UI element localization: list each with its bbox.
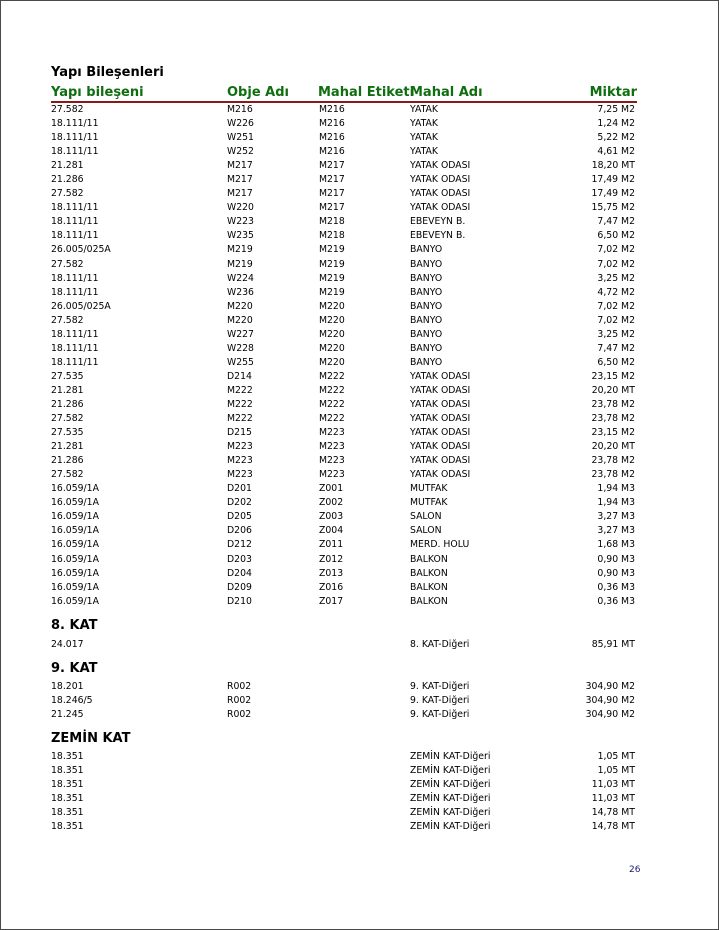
section-title-yapi-bilesenleri: Yapı Bileşenleri xyxy=(51,65,164,80)
cell-mahal-etiketi: M220 xyxy=(319,356,345,368)
table-row xyxy=(51,159,637,173)
cell-mahal-adi: 8. KAT-Diğeri xyxy=(410,639,470,650)
cell-obje-adi: M217 xyxy=(227,174,253,186)
cell-yapi-bileseni: 18.111/11 xyxy=(51,146,99,158)
cell-yapi-bileseni: 16.059/1A xyxy=(51,525,99,537)
cell-miktar: 23,15 M2 xyxy=(591,427,635,439)
cell-mahal-etiketi: M220 xyxy=(319,300,345,312)
cell-miktar: 23,78 M2 xyxy=(591,455,635,467)
cell-miktar: 3,27 M3 xyxy=(597,511,635,523)
cell-miktar: 3,25 M2 xyxy=(597,328,635,340)
cell-mahal-etiketi: M217 xyxy=(319,202,345,214)
cell-miktar: 23,78 M2 xyxy=(591,469,635,481)
cell-obje-adi: W252 xyxy=(227,146,254,158)
cell-mahal-etiketi: M222 xyxy=(319,384,345,396)
cell-mahal-adi: BANYO xyxy=(410,300,443,312)
cell-mahal-adi: YATAK ODASI xyxy=(410,370,471,382)
cell-yapi-bileseni: 21.286 xyxy=(51,398,84,410)
cell-mahal-adi: YATAK xyxy=(410,104,439,115)
cell-miktar: 7,47 M2 xyxy=(597,342,635,354)
cell-obje-adi: M222 xyxy=(227,384,253,396)
cell-mahal-etiketi: M223 xyxy=(319,427,345,439)
cell-miktar: 6,50 M2 xyxy=(597,356,635,368)
table-row xyxy=(51,524,637,538)
column-header-obje-adi: Obje Adı xyxy=(227,85,289,100)
cell-yapi-bileseni: 27.582 xyxy=(51,104,84,115)
cell-mahal-etiketi: M223 xyxy=(319,441,345,453)
table-row xyxy=(51,258,637,272)
table-row xyxy=(51,440,637,454)
cell-mahal-etiketi: M219 xyxy=(319,244,345,256)
cell-mahal-etiketi: M220 xyxy=(319,342,345,354)
cell-mahal-adi: 9. KAT-Diğeri xyxy=(410,681,470,692)
cell-yapi-bileseni: 27.582 xyxy=(51,188,84,200)
cell-mahal-etiketi: M220 xyxy=(319,328,345,340)
table-row xyxy=(51,778,637,792)
table-row xyxy=(51,581,637,595)
cell-mahal-etiketi: Z004 xyxy=(319,525,344,537)
cell-yapi-bileseni: 21.286 xyxy=(51,174,84,186)
cell-yapi-bileseni: 27.582 xyxy=(51,258,84,270)
cell-miktar: 11,03 MT xyxy=(591,779,635,791)
cell-mahal-etiketi: M216 xyxy=(319,146,345,158)
table-row xyxy=(51,595,637,609)
column-header-mahal-etiketi: Mahal Etiketi xyxy=(318,85,415,100)
cell-obje-adi: W223 xyxy=(227,216,254,228)
table-row xyxy=(51,680,637,694)
cell-mahal-adi: MUTFAK xyxy=(410,483,448,495)
cell-obje-adi: D210 xyxy=(227,595,252,607)
cell-mahal-adi: ZEMİN KAT-Diğeri xyxy=(410,765,491,777)
cell-miktar: 3,27 M3 xyxy=(597,525,635,537)
cell-yapi-bileseni: 18.246/5 xyxy=(51,695,93,707)
cell-miktar: 0,90 M3 xyxy=(597,567,635,579)
cell-mahal-adi: YATAK xyxy=(410,118,439,130)
section-title-zemin-kat: ZEMİN KAT xyxy=(51,731,131,746)
cell-mahal-adi: BALKON xyxy=(410,567,448,579)
cell-miktar: 20,20 MT xyxy=(591,441,635,453)
cell-mahal-adi: MERD. HOLU xyxy=(410,539,470,551)
cell-mahal-adi: ZEMİN KAT-Diğeri xyxy=(410,751,491,762)
cell-miktar: 17,49 M2 xyxy=(591,174,635,186)
table-row xyxy=(51,384,637,398)
section-title-9-kat: 9. KAT xyxy=(51,661,98,676)
cell-mahal-adi: YATAK ODASI xyxy=(410,441,471,453)
cell-obje-adi: M219 xyxy=(227,244,253,256)
cell-mahal-adi: YATAK ODASI xyxy=(410,188,471,200)
cell-obje-adi: D212 xyxy=(227,539,252,551)
cell-mahal-etiketi: M216 xyxy=(319,132,345,144)
cell-mahal-adi: YATAK ODASI xyxy=(410,427,471,439)
cell-obje-adi: M220 xyxy=(227,300,253,312)
cell-obje-adi: D206 xyxy=(227,525,252,537)
cell-yapi-bileseni: 18.111/11 xyxy=(51,342,99,354)
cell-yapi-bileseni: 16.059/1A xyxy=(51,567,99,579)
cell-yapi-bileseni: 24.017 xyxy=(51,639,84,650)
cell-mahal-adi: BANYO xyxy=(410,342,443,354)
cell-mahal-adi: MUTFAK xyxy=(410,497,448,509)
cell-obje-adi: W228 xyxy=(227,342,254,354)
section-table-zemin-kat xyxy=(51,750,637,834)
cell-miktar: 304,90 M2 xyxy=(585,681,635,692)
table-row xyxy=(51,286,637,300)
cell-yapi-bileseni: 18.351 xyxy=(51,821,84,833)
cell-miktar: 18,20 MT xyxy=(591,160,635,172)
cell-mahal-adi: ZEMİN KAT-Diğeri xyxy=(410,793,491,805)
table-row xyxy=(51,201,637,215)
cell-mahal-adi: YATAK ODASI xyxy=(410,455,471,467)
cell-mahal-adi: BALKON xyxy=(410,595,448,607)
cell-mahal-adi: YATAK ODASI xyxy=(410,202,471,214)
table-row xyxy=(51,229,637,243)
cell-obje-adi: M223 xyxy=(227,469,253,481)
table-row xyxy=(51,187,637,201)
cell-mahal-adi: BANYO xyxy=(410,286,443,298)
cell-obje-adi: R002 xyxy=(227,681,252,692)
cell-mahal-etiketi: M218 xyxy=(319,230,345,242)
cell-mahal-adi: 9. KAT-Diğeri xyxy=(410,709,470,721)
cell-yapi-bileseni: 21.281 xyxy=(51,441,84,453)
cell-mahal-etiketi: Z013 xyxy=(319,567,344,579)
cell-miktar: 4,61 M2 xyxy=(597,146,635,158)
cell-yapi-bileseni: 27.582 xyxy=(51,314,84,326)
cell-miktar: 23,78 M2 xyxy=(591,413,635,425)
column-header-mahal-adi: Mahal Adı xyxy=(410,85,483,100)
cell-mahal-etiketi: M217 xyxy=(319,188,345,200)
page-number: 26 xyxy=(629,865,641,875)
table-row xyxy=(51,328,637,342)
cell-mahal-adi: BANYO xyxy=(410,314,443,326)
cell-obje-adi: M216 xyxy=(227,104,253,115)
cell-yapi-bileseni: 27.582 xyxy=(51,469,84,481)
cell-miktar: 4,72 M2 xyxy=(597,286,635,298)
cell-mahal-adi: BANYO xyxy=(410,328,443,340)
cell-yapi-bileseni: 16.059/1A xyxy=(51,497,99,509)
cell-yapi-bileseni: 16.059/1A xyxy=(51,483,99,495)
cell-yapi-bileseni: 18.351 xyxy=(51,807,84,819)
cell-mahal-adi: BANYO xyxy=(410,356,443,368)
column-header-yapi-bileseni: Yapı bileşeni xyxy=(51,85,144,100)
cell-yapi-bileseni: 26.005/025A xyxy=(51,300,111,312)
cell-obje-adi: W235 xyxy=(227,230,254,242)
section-table-9-kat xyxy=(51,680,637,722)
cell-miktar: 14,78 MT xyxy=(591,821,635,833)
cell-obje-adi: M220 xyxy=(227,314,253,326)
table-row xyxy=(51,708,637,722)
cell-mahal-adi: EBEVEYN B. xyxy=(410,230,466,242)
cell-obje-adi: W220 xyxy=(227,202,254,214)
cell-yapi-bileseni: 18.351 xyxy=(51,751,84,762)
section-table-8-kat xyxy=(51,638,637,652)
cell-obje-adi: M222 xyxy=(227,413,253,425)
cell-yapi-bileseni: 27.582 xyxy=(51,413,84,425)
cell-yapi-bileseni: 18.111/11 xyxy=(51,272,99,284)
table-row xyxy=(51,764,637,778)
cell-miktar: 304,90 M2 xyxy=(585,695,635,707)
cell-miktar: 1,05 MT xyxy=(597,751,635,762)
cell-yapi-bileseni: 27.535 xyxy=(51,370,84,382)
cell-obje-adi: W251 xyxy=(227,132,254,144)
table-row xyxy=(51,454,637,468)
cell-miktar: 7,02 M2 xyxy=(597,314,635,326)
table-row xyxy=(51,412,637,426)
cell-mahal-etiketi: M219 xyxy=(319,258,345,270)
cell-miktar: 1,94 M3 xyxy=(597,483,635,495)
table-row xyxy=(51,215,637,229)
cell-miktar: 1,05 MT xyxy=(597,765,635,777)
table-row xyxy=(51,103,637,117)
table-row xyxy=(51,370,637,384)
table-row xyxy=(51,694,637,708)
cell-miktar: 5,22 M2 xyxy=(597,132,635,144)
cell-mahal-adi: YATAK ODASI xyxy=(410,384,471,396)
cell-mahal-etiketi: M223 xyxy=(319,455,345,467)
table-row xyxy=(51,314,637,328)
table-header xyxy=(51,85,637,103)
table-row xyxy=(51,638,637,652)
cell-yapi-bileseni: 18.111/11 xyxy=(51,118,99,130)
table-row xyxy=(51,750,637,764)
cell-obje-adi: D215 xyxy=(227,427,252,439)
cell-yapi-bileseni: 21.286 xyxy=(51,455,84,467)
cell-mahal-adi: BALKON xyxy=(410,581,448,593)
cell-yapi-bileseni: 18.111/11 xyxy=(51,132,99,144)
cell-mahal-adi: BANYO xyxy=(410,272,443,284)
cell-yapi-bileseni: 21.245 xyxy=(51,709,84,721)
cell-mahal-adi: YATAK ODASI xyxy=(410,469,471,481)
table-row xyxy=(51,243,637,257)
cell-miktar: 1,68 M3 xyxy=(597,539,635,551)
cell-obje-adi: M222 xyxy=(227,398,253,410)
cell-miktar: 0,36 M3 xyxy=(597,595,635,607)
cell-mahal-adi: BALKON xyxy=(410,553,448,565)
cell-yapi-bileseni: 16.059/1A xyxy=(51,595,99,607)
cell-miktar: 3,25 M2 xyxy=(597,272,635,284)
cell-obje-adi: R002 xyxy=(227,709,252,721)
table-row xyxy=(51,510,637,524)
cell-obje-adi: W255 xyxy=(227,356,254,368)
cell-obje-adi: D209 xyxy=(227,581,252,593)
table-row xyxy=(51,145,637,159)
cell-mahal-etiketi: Z011 xyxy=(319,539,344,551)
cell-yapi-bileseni: 18.111/11 xyxy=(51,328,99,340)
cell-miktar: 304,90 M2 xyxy=(585,709,635,721)
cell-yapi-bileseni: 18.111/11 xyxy=(51,216,99,228)
cell-yapi-bileseni: 18.111/11 xyxy=(51,202,99,214)
cell-yapi-bileseni: 18.351 xyxy=(51,779,84,791)
cell-miktar: 17,49 M2 xyxy=(591,188,635,200)
cell-mahal-adi: ZEMİN KAT-Diğeri xyxy=(410,779,491,791)
cell-miktar: 7,25 M2 xyxy=(597,104,635,115)
cell-mahal-etiketi: M216 xyxy=(319,118,345,130)
cell-obje-adi: D201 xyxy=(227,483,252,495)
cell-mahal-adi: BANYO xyxy=(410,258,443,270)
table-row xyxy=(51,356,637,370)
cell-obje-adi: D214 xyxy=(227,370,252,382)
cell-yapi-bileseni: 26.005/025A xyxy=(51,244,111,256)
cell-miktar: 0,36 M3 xyxy=(597,581,635,593)
section-title-8-kat: 8. KAT xyxy=(51,618,98,633)
cell-miktar: 23,78 M2 xyxy=(591,398,635,410)
cell-mahal-etiketi: M223 xyxy=(319,469,345,481)
table-row xyxy=(51,398,637,412)
cell-miktar: 20,20 MT xyxy=(591,384,635,396)
cell-yapi-bileseni: 21.281 xyxy=(51,160,84,172)
cell-yapi-bileseni: 18.111/11 xyxy=(51,230,99,242)
table-row xyxy=(51,806,637,820)
cell-mahal-adi: YATAK ODASI xyxy=(410,174,471,186)
cell-mahal-adi: ZEMİN KAT-Diğeri xyxy=(410,821,491,833)
cell-miktar: 7,02 M2 xyxy=(597,300,635,312)
cell-mahal-adi: YATAK ODASI xyxy=(410,398,471,410)
cell-yapi-bileseni: 18.111/11 xyxy=(51,356,99,368)
table-row xyxy=(51,342,637,356)
cell-obje-adi: D205 xyxy=(227,511,252,523)
table-row xyxy=(51,820,637,834)
cell-obje-adi: D204 xyxy=(227,567,252,579)
cell-mahal-etiketi: M218 xyxy=(319,216,345,228)
cell-mahal-etiketi: Z016 xyxy=(319,581,344,593)
cell-obje-adi: W226 xyxy=(227,118,254,130)
cell-mahal-etiketi: M219 xyxy=(319,286,345,298)
cell-yapi-bileseni: 27.535 xyxy=(51,427,84,439)
main-table-body xyxy=(51,103,637,609)
cell-yapi-bileseni: 18.351 xyxy=(51,765,84,777)
table-row xyxy=(51,300,637,314)
cell-obje-adi: W224 xyxy=(227,272,254,284)
cell-mahal-adi: ZEMİN KAT-Diğeri xyxy=(410,807,491,819)
table-row xyxy=(51,426,637,440)
cell-obje-adi: D202 xyxy=(227,497,252,509)
cell-mahal-adi: EBEVEYN B. xyxy=(410,216,466,228)
table-row xyxy=(51,792,637,806)
cell-yapi-bileseni: 21.281 xyxy=(51,384,84,396)
table-row xyxy=(51,272,637,286)
cell-obje-adi: D203 xyxy=(227,553,252,565)
cell-mahal-etiketi: M220 xyxy=(319,314,345,326)
cell-mahal-adi: YATAK xyxy=(410,146,439,158)
cell-miktar: 11,03 MT xyxy=(591,793,635,805)
cell-yapi-bileseni: 18.201 xyxy=(51,681,84,692)
cell-mahal-etiketi: Z017 xyxy=(319,595,344,607)
cell-mahal-adi: SALON xyxy=(410,525,442,537)
cell-mahal-etiketi: M222 xyxy=(319,370,345,382)
column-header-miktar: Miktar xyxy=(589,85,637,100)
cell-miktar: 1,24 M2 xyxy=(597,118,635,130)
table-row xyxy=(51,538,637,552)
table-row xyxy=(51,468,637,482)
cell-mahal-adi: 9. KAT-Diğeri xyxy=(410,695,470,707)
table-row xyxy=(51,496,637,510)
cell-yapi-bileseni: 18.111/11 xyxy=(51,286,99,298)
table-row xyxy=(51,131,637,145)
cell-miktar: 15,75 M2 xyxy=(591,202,635,214)
cell-obje-adi: W236 xyxy=(227,286,254,298)
cell-mahal-etiketi: M219 xyxy=(319,272,345,284)
cell-obje-adi: M223 xyxy=(227,455,253,467)
cell-miktar: 14,78 MT xyxy=(591,807,635,819)
cell-yapi-bileseni: 16.059/1A xyxy=(51,581,99,593)
cell-miktar: 6,50 M2 xyxy=(597,230,635,242)
cell-mahal-adi: YATAK ODASI xyxy=(410,413,471,425)
cell-yapi-bileseni: 16.059/1A xyxy=(51,539,99,551)
table-row xyxy=(51,117,637,131)
cell-mahal-adi: YATAK xyxy=(410,132,439,144)
cell-miktar: 0,90 M3 xyxy=(597,553,635,565)
cell-mahal-adi: SALON xyxy=(410,511,442,523)
cell-yapi-bileseni: 18.351 xyxy=(51,793,84,805)
cell-obje-adi: M219 xyxy=(227,258,253,270)
cell-miktar: 7,02 M2 xyxy=(597,258,635,270)
cell-obje-adi: M223 xyxy=(227,441,253,453)
cell-mahal-etiketi: M217 xyxy=(319,160,345,172)
cell-mahal-etiketi: Z003 xyxy=(319,511,344,523)
table-row xyxy=(51,173,637,187)
cell-miktar: 1,94 M3 xyxy=(597,497,635,509)
cell-mahal-etiketi: M222 xyxy=(319,413,345,425)
table-row xyxy=(51,553,637,567)
table-row xyxy=(51,567,637,581)
cell-obje-adi: W227 xyxy=(227,328,254,340)
cell-mahal-etiketi: M216 xyxy=(319,104,345,115)
cell-obje-adi: R002 xyxy=(227,695,252,707)
cell-mahal-etiketi: M222 xyxy=(319,398,345,410)
cell-mahal-etiketi: Z002 xyxy=(319,497,344,509)
cell-obje-adi: M217 xyxy=(227,160,253,172)
cell-miktar: 85,91 MT xyxy=(591,639,635,650)
cell-yapi-bileseni: 16.059/1A xyxy=(51,511,99,523)
cell-mahal-adi: BANYO xyxy=(410,244,443,256)
cell-obje-adi: M217 xyxy=(227,188,253,200)
cell-mahal-etiketi: M217 xyxy=(319,174,345,186)
cell-miktar: 7,47 M2 xyxy=(597,216,635,228)
cell-miktar: 7,02 M2 xyxy=(597,244,635,256)
cell-miktar: 23,15 M2 xyxy=(591,370,635,382)
cell-yapi-bileseni: 16.059/1A xyxy=(51,553,99,565)
cell-mahal-etiketi: Z001 xyxy=(319,483,344,495)
cell-mahal-adi: YATAK ODASI xyxy=(410,160,471,172)
cell-mahal-etiketi: Z012 xyxy=(319,553,344,565)
table-row xyxy=(51,482,637,496)
